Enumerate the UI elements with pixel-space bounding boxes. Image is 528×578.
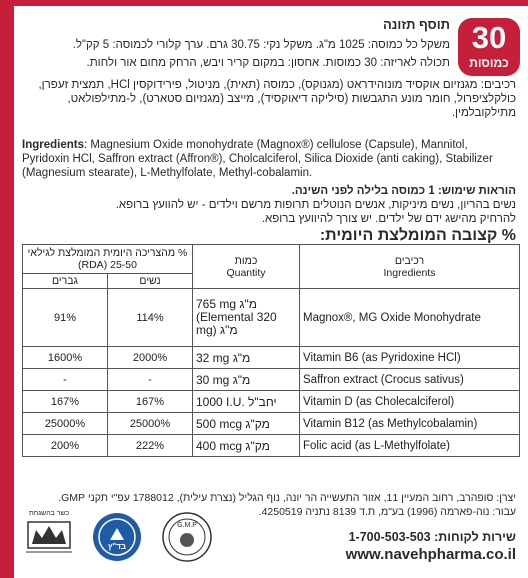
- capsule-count: 30: [471, 20, 507, 55]
- capsule-unit: כמוסות: [469, 56, 509, 70]
- badatz-text: בד"ץ: [108, 542, 126, 551]
- rda-column-header: % מהצריכה היומית המומלצת לגילאי 25-50 (RDA): [23, 245, 193, 274]
- table-row: [23, 413, 520, 435]
- kosher-text: כשר בהשגחת: [28, 510, 70, 517]
- usage-children-warning: להרחיק מהישג ידם של ילדים. יש צורך להיוועץ ברופא.: [261, 213, 516, 225]
- ingredients-header-he: רכיבים: [394, 254, 425, 267]
- table-row: [23, 347, 520, 369]
- women-value: -: [108, 369, 193, 391]
- packer-info: עבור: נוה-פארמה (1996) בע"מ, ת.ד 8139 נתניה 4250519.: [258, 506, 516, 518]
- usage-warning: נשים בהריון, נשים מיניקות, אנשים הנוטלים תרופות מרשם וילדים - יש להוועץ ברופא.: [115, 199, 516, 211]
- left-brand-border: [0, 0, 14, 578]
- men-value: 91%: [23, 289, 108, 347]
- ingredient-name: Vitamin D (as Cholecalciferol): [300, 391, 520, 413]
- ingredient-name: Saffron extract (Crocus sativus): [300, 369, 520, 391]
- table-row: [23, 369, 520, 391]
- ingredient-name: Vitamin B12 (as Methylcobalamin): [300, 413, 520, 435]
- women-value: 114%: [108, 289, 193, 347]
- quantity-value: 765 mg מ"ג (Elemental 320 mg) מ"ג: [193, 289, 300, 347]
- gmp-seal-logo: [158, 508, 216, 566]
- capsule-count-badge: [458, 18, 520, 76]
- usage-instructions: הוראות שימוש: 1 כמוסה בלילה לפני השינה.: [291, 185, 516, 197]
- men-value: 25000%: [23, 413, 108, 435]
- quantity-value: 30 mg מ"ג: [193, 369, 300, 391]
- table-row: [23, 391, 520, 413]
- top-brand-border: [0, 0, 528, 6]
- women-value: 2000%: [108, 347, 193, 369]
- ingredient-name: Vitamin B6 (as Pyridoxine HCl): [300, 347, 520, 369]
- badatz-logo: [88, 508, 146, 566]
- website-link[interactable]: www.navehpharma.co.il: [345, 546, 516, 563]
- manufacturer-info: יצרן: סופהרב, רחוב המעיין 11, אזור התעשייה הר יונה, נוף הגליל (נצרת עילית), 1788012 עפ"י תקני GMP.: [58, 492, 516, 504]
- men-value: -: [23, 369, 108, 391]
- weight-info: משקל כל כמוסה: 1025 מ"ג. משקל נקי: 30.75 גרם. ערך קלורי לכמוסה: 5 קק"ל.: [72, 39, 450, 51]
- quantity-value: 400 mcg מק"ג: [193, 435, 300, 457]
- gmp-text: G.M.P: [177, 522, 197, 529]
- certification-logos: [20, 508, 225, 568]
- ingredient-name: Magnox®, MG Oxide Monohydrate: [300, 289, 520, 347]
- english-ingredients-label: Ingredients: [22, 139, 84, 151]
- contents-storage-info: תכולה לאריזה: 30 כמוסות. אחסון: במקום קריר ויבש, הרחק מחום אור ולחות.: [86, 57, 450, 69]
- rda-table-title: % קצובה המומלצת היומית:: [319, 227, 516, 244]
- quantity-value: 500 mcg מק"ג: [193, 413, 300, 435]
- men-value: 1600%: [23, 347, 108, 369]
- men-value: 167%: [23, 391, 108, 413]
- women-value: 167%: [108, 391, 193, 413]
- ingredients-column-header: [300, 245, 520, 289]
- quantity-value: 1000 I.U. יחב"ל: [193, 391, 300, 413]
- nutrition-table: [22, 244, 520, 457]
- kosher-seal-logo: [20, 508, 78, 566]
- customer-service-label: שירות לקוחות:: [434, 530, 516, 544]
- english-ingredients-text: : Magnesium Oxide monohydrate (Magnox®) cellulose (Capsule), Mannitol, Pyridoxin HCl, Saffron extract (Affron®), Cholcalciferol, Silica Dioxide (anti caking), Stabilizer (Magnesium stearate), L-Methylfolate, Methyl-cobalamin.: [22, 139, 493, 179]
- men-column-header: גברים: [23, 274, 108, 289]
- table-row: [23, 289, 520, 347]
- customer-service-phone[interactable]: 1-700-503-503: [348, 530, 431, 544]
- quantity-header-he: כמות: [234, 254, 258, 267]
- hebrew-ingredients: רכיבים: מגנזיום אוקסיד מונוהידראט (מגנוקס), כמוסה (תאית), מניטול, פירידוקסין HCl, תמצית זעפרן, כולקלציפרול, חומר מונע התגבשות (סיליקה דיאוקסיד), מייצב (מגנזיום סטארט), ל-מתילפולאט, מתילקובלמין.: [38, 79, 516, 119]
- women-value: 25000%: [108, 413, 193, 435]
- quantity-header-en: Quantity: [226, 266, 266, 279]
- english-ingredients: [22, 138, 516, 182]
- women-value: 222%: [108, 435, 193, 457]
- customer-service: [230, 530, 516, 545]
- men-value: 200%: [23, 435, 108, 457]
- table-row: [23, 435, 520, 457]
- women-column-header: נשים: [108, 274, 193, 289]
- ingredients-header-en: Ingredients: [383, 266, 436, 279]
- ingredient-name: Folic acid (as L-Methylfolate): [300, 435, 520, 457]
- product-type-title: תוסף תזונה: [383, 17, 450, 32]
- quantity-value: 32 mg מ"ג: [193, 347, 300, 369]
- quantity-column-header: [193, 245, 300, 289]
